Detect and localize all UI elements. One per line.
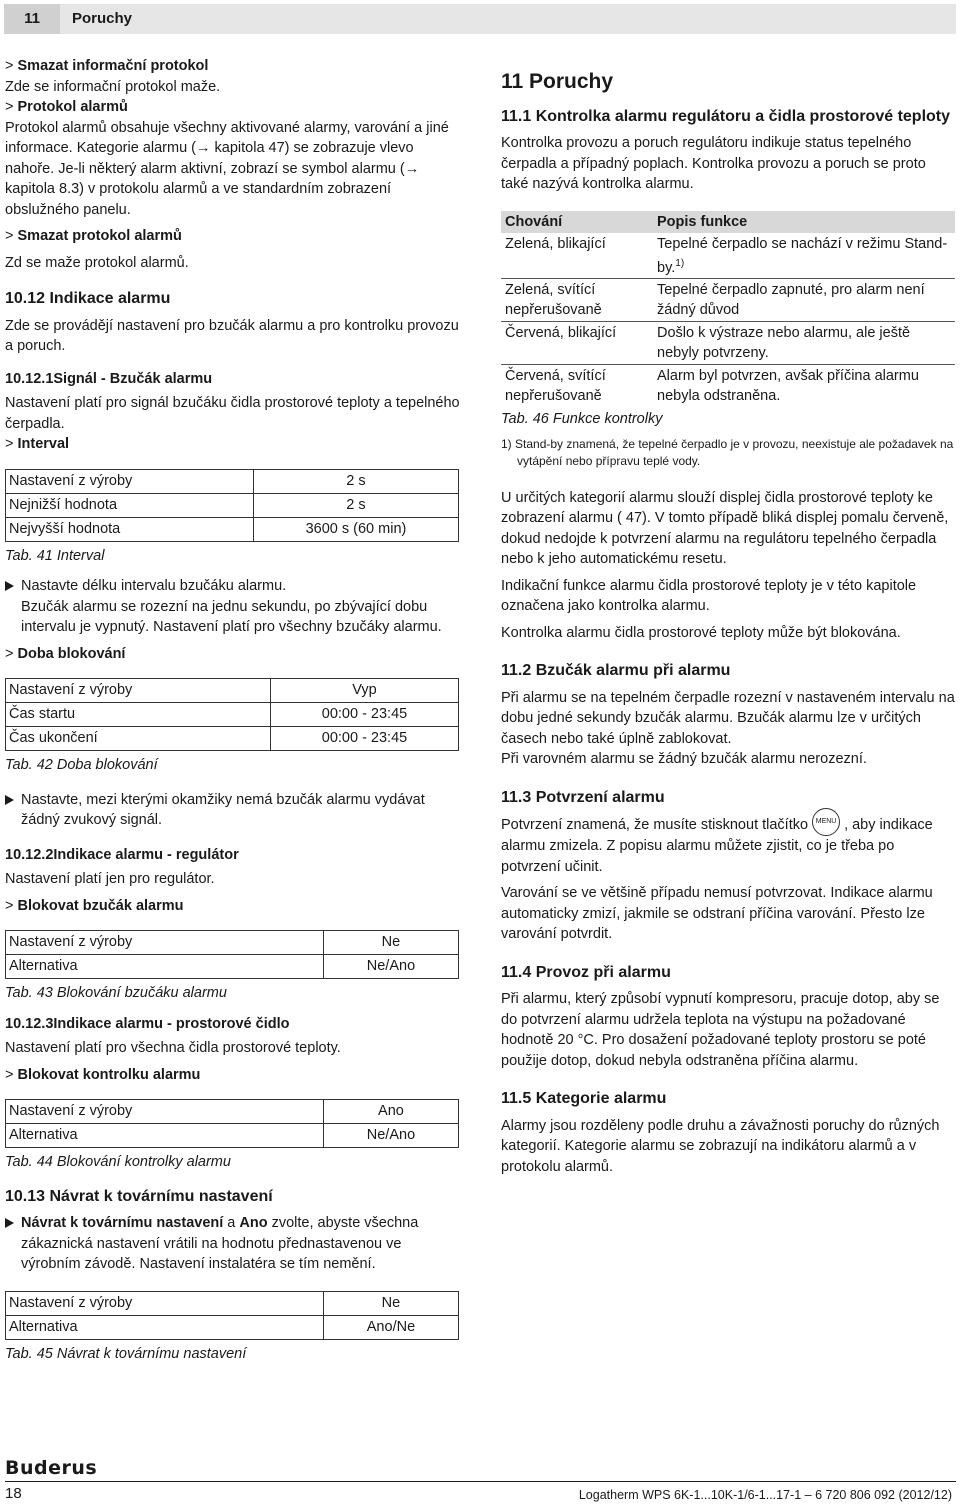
menu-path-block-lamp: > Blokovat kontrolku alarmu (5, 1066, 201, 1083)
text-11-2-a: Při alarmu se na tepelném čerpadle rozezní v nastaveném intervalu na dobu jedné sekundy bzučák alarmu. Bzučák alarmu lze v určitých časech nebo také úplně zablokovat. (501, 689, 955, 747)
table-46-caption: Tab. 46 Funkce kontrolky (501, 411, 663, 428)
table-cell-behaviour: Zelená, svítící nepřerušovaně (501, 279, 653, 322)
text-10-12-3: Nastavení platí pro všechna čidla prostorové teploty. (5, 1040, 341, 1056)
heading-11: 11 Poruchy (501, 70, 614, 93)
table-42-caption: Tab. 42 Doba blokování (5, 757, 158, 773)
table-cell-value: Ano/Ne (323, 1315, 458, 1339)
text-11-5: Alarmy jsou rozděleny podle druhu a závažnosti poruchy do různých kategorií. Kategorie alarmu se zobrazují na indikátoru alarmů a v protokolu alarmů. (501, 1117, 940, 1175)
table-cell-description: Tepelné čerpadlo se nachází v režimu Stand-by.$^{1)}$ (657, 235, 948, 276)
table-44-caption: Tab. 44 Blokování kontrolky alarmu (5, 1154, 231, 1170)
text-room-sensor-display: U určitých kategorií alarmu slouží displej čidla prostorové teploty ke zobrazení alarmu ( 47). V tomto případě bliká displej pomalu červeně, dokud nedojde k potvrzení alarmu na regulátoru tepelného čerpadla nebo k jeho automatickému resetu. (501, 489, 949, 568)
table-row (6, 1291, 459, 1315)
table-row (6, 1100, 459, 1124)
text-alarm-log: Protokol alarmů obsahuje všechny aktivované alarmy, varování a jiné informace. Kategorie alarmu (→ kapitola 47) se zobrazuje vlevo nahoře. Je-li některý alarm aktivní, zobrazí se symbol alarmu (→ kapitola 8.3) v protokolu alarmů a ve standardním zobrazení obslužného panelu. (5, 119, 449, 218)
table-header-row (501, 211, 955, 233)
heading-10-13: 10.13 Návrat k továrnímu nastavení (5, 1187, 273, 1205)
menu-path-block-time: > Doba blokování (5, 645, 126, 662)
text-delete-alarm-log: Zd se maže protokol alarmů. (5, 254, 189, 271)
step-set-block-time: Nastavte, mezi kterými okamžiky nemá bzučák alarmu vydávat žádný zvukový signál. (5, 790, 462, 831)
table-cell-behaviour: Červená, blikající (501, 322, 653, 365)
chapter-number: 11 (4, 4, 60, 34)
text-11-2-b: Při varovném alarmu se žádný bzučák alarmu nerozezní. (501, 751, 867, 768)
page-number: 18 (5, 1485, 22, 1502)
table-row (6, 469, 459, 493)
bullet-triangle-icon (5, 795, 14, 805)
buderus-logo: Buderus (5, 1457, 98, 1479)
table-cell-value: Vyp (270, 679, 458, 703)
table-header-cell: Popis funkce (653, 211, 955, 233)
table-cell-label: Čas ukončení (6, 727, 271, 751)
right-column (501, 60, 956, 1177)
table-42-block-time (5, 678, 459, 751)
table-row (6, 1124, 459, 1148)
table-row (6, 703, 459, 727)
menu-path-interval: > Interval (5, 436, 70, 452)
table-cell-label: Čas startu (6, 703, 271, 727)
text-10-12: Zde se provádějí nastavení pro bzučák alarmu a pro kontrolku provozu a poruch. (5, 317, 459, 354)
text-10-12-2: Nastavení platí jen pro regulátor. (5, 871, 215, 887)
table-cell-label: Nastavení z výroby (6, 1291, 324, 1315)
table-cell-behaviour: Červená, svítící nepřerušovaně (501, 365, 653, 408)
table-cell-value: Ne/Ano (323, 1124, 458, 1148)
table-cell-value: Ano (323, 1100, 458, 1124)
heading-10-12-2: 10.12.2Indikace alarmu - regulátor (5, 846, 239, 863)
table-45-caption: Tab. 45 Návrat k továrnímu nastavení (5, 1345, 247, 1362)
table-43-caption: Tab. 43 Blokování bzučáku alarmu (5, 985, 227, 1001)
table-cell-label: Alternativa (6, 1124, 324, 1148)
table-cell-value: Ne/Ano (323, 955, 458, 979)
table-41-interval (5, 469, 459, 542)
text-room-sensor-lamp: Indikační funkce alarmu čidla prostorové teploty je v této kapitole označena jako kontrolka alarmu. (501, 577, 917, 615)
heading-10-12-3: 10.12.3Indikace alarmu - prostorové čidlo (5, 1015, 290, 1032)
document-code: Logatherm WPS 6K-1...10K-1/6-1...17-1 – 6 720 806 092 (2012/12) (578, 1488, 952, 1502)
table-row (6, 931, 459, 955)
table-46-lamp-functions (501, 211, 955, 408)
heading-11-4: 11.4 Provoz při alarmu (501, 963, 671, 981)
heading-10-12-1: 10.12.1Signál - Bzučák alarmu (5, 370, 213, 387)
table-row (6, 517, 459, 541)
table-cell-behaviour: Zelená, blikající (505, 235, 606, 252)
table-cell-label: Nastavení z výroby (6, 469, 254, 493)
left-column (5, 56, 462, 1374)
table-46-footnote: 1) Stand-by znamená, že tepelné čerpadlo je v provozu, neexistuje ale požadavek na vytápění nebo přípravu teplé vody. (501, 436, 954, 468)
table-cell-label: Nejvyšší hodnota (6, 517, 254, 541)
table-43-block-buzzer (5, 930, 459, 979)
text-10-12-1: Nastavení platí pro signál bzučáku čidla prostorové teploty a tepelného čerpadla. (5, 395, 460, 432)
table-cell-value: 2 s (253, 493, 458, 517)
table-row (6, 493, 459, 517)
menu-path-delete-info-log: > Smazat informační protokol (5, 58, 209, 74)
table-cell-label: Nastavení z výroby (6, 1100, 324, 1124)
text-delete-info-log: Zde se informační protokol maže. (5, 78, 221, 95)
table-cell-value: Ne (323, 931, 458, 955)
table-cell-value: 00:00 - 23:45 (270, 727, 458, 751)
table-cell-label: Nastavení z výroby (6, 931, 324, 955)
text-11-3-b: Varování se ve většině případu nemusí potvrzovat. Indikace alarmu automaticky zmizí, jakmile se odstraní příčina varování. Přesto lze varování potvrdit. (501, 885, 933, 943)
text-11-1: Kontrolka provozu a poruch regulátoru indikuje status tepelného čerpadla a případný poplach. Kontrolka provozu a poruch se proto také nazývá kontrolka alarmu. (501, 135, 926, 192)
heading-11-2: 11.2 Bzučák alarmu při alarmu (501, 662, 731, 680)
table-cell-label: Alternativa (6, 955, 324, 979)
table-cell-value: Ne (323, 1291, 458, 1315)
table-header-cell: Chování (501, 211, 653, 233)
table-cell-label: Alternativa (6, 1315, 324, 1339)
table-row (6, 679, 459, 703)
table-row (501, 365, 955, 408)
table-cell-value: 3600 s (60 min) (253, 517, 458, 541)
text-11-3-a: Potvrzení znamená, že musíte stisknout tlačítko MENU , aby indikace alarmu zmizela. Z popisu alarmu můžete zjistit, co je třeba po potvrzení učinit. (501, 814, 956, 877)
table-cell-description: Alarm byl potvrzen, avšak příčina alarmu nebyla odstraněna. (653, 365, 955, 408)
step-set-interval-note: Bzučák alarmu se rozezní na jednu sekundu, po zbývající dobu intervalu je vypnutý. Nastavení platí pro všechny bzučáky alarmu. (21, 598, 442, 635)
menu-path-block-buzzer: > Blokovat bzučák alarmu (5, 897, 184, 914)
heading-11-3: 11.3 Potvrzení alarmu (501, 788, 665, 806)
table-45-factory-reset (5, 1291, 459, 1340)
menu-path-alarm-log: > Protokol alarmů (5, 99, 128, 115)
table-row (501, 322, 955, 365)
table-44-block-lamp (5, 1099, 459, 1148)
heading-10-12: 10.12 Indikace alarmu (5, 290, 171, 307)
table-row (6, 955, 459, 979)
chapter-header (4, 4, 956, 34)
heading-11-1: 11.1 Kontrolka alarmu regulátoru a čidla prostorové teploty (501, 107, 951, 125)
bullet-triangle-icon (5, 1218, 14, 1228)
step-factory-reset: Návrat k továrnímu nastavení a Ano zvolte, abyste všechna zákaznická nastavení vrátili na hodnotu přednastavenou ve výrobním závodě. Nastavení instalatéra se tím nemění. (5, 1213, 462, 1275)
table-cell-label: Nejnižší hodnota (6, 493, 254, 517)
chapter-title: Poruchy (72, 10, 133, 27)
menu-button-icon: MENU (812, 808, 840, 836)
text-room-sensor-lamp-block: Kontrolka alarmu čidla prostorové teploty může být blokována. (501, 624, 901, 641)
menu-path-delete-alarm-log: > Smazat protokol alarmů (5, 228, 182, 244)
table-cell-description: Došlo k výstraze nebo alarmu, ale ještě nebyly potvrzeny. (653, 322, 955, 365)
heading-11-5: 11.5 Kategorie alarmu (501, 1090, 667, 1108)
table-cell-value: 2 s (253, 469, 458, 493)
bullet-triangle-icon (5, 581, 14, 591)
table-row (6, 727, 459, 751)
table-41-caption: Tab. 41 Interval (5, 547, 105, 564)
step-set-interval: Nastavte délku intervalu bzučáku alarmu. (5, 576, 462, 597)
table-row (6, 1315, 459, 1339)
table-cell-description: Tepelné čerpadlo zapnuté, pro alarm není žádný důvod (653, 279, 955, 322)
table-cell-label: Nastavení z výroby (6, 679, 271, 703)
table-cell-value: 00:00 - 23:45 (270, 703, 458, 727)
table-row (501, 233, 955, 279)
table-row (501, 279, 955, 322)
footer-divider (5, 1481, 956, 1482)
text-11-4: Při alarmu, který způsobí vypnutí kompresoru, pracuje dotop, aby se do potvrzení alarmu udržela teplota na výstupu na požadované hodnotě 20 °C. Pro dosažení požadované teploty prostoru se poté použije dotop, dokud nebyla odstraněna příčina alarmu. (501, 991, 940, 1069)
